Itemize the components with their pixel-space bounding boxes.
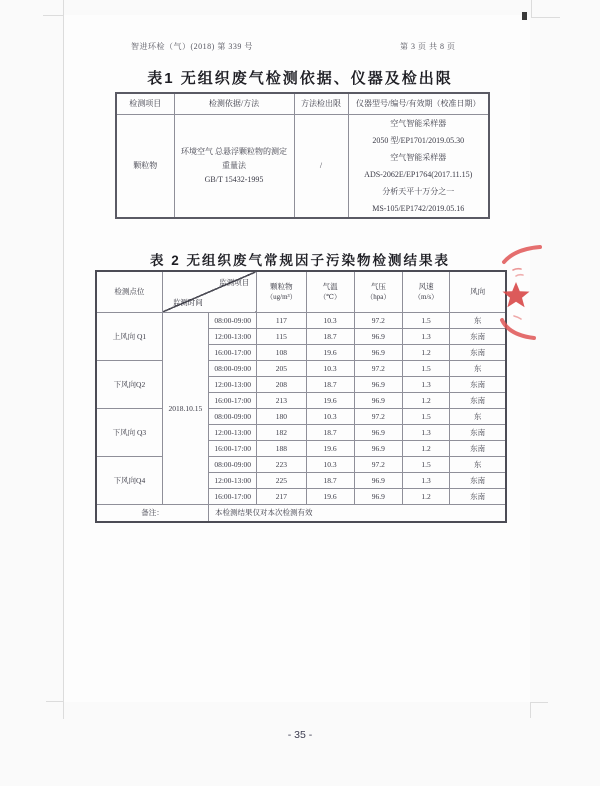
- time-cell: 16:00-17:00: [209, 393, 257, 409]
- temp-cell: 18.7: [306, 377, 354, 393]
- dir-cell: 东南: [450, 329, 506, 345]
- dir-cell: 东: [450, 361, 506, 377]
- red-seal-stamp-icon: [496, 240, 550, 342]
- dir-cell: 东南: [450, 473, 506, 489]
- dir-cell: 东南: [450, 393, 506, 409]
- pm-cell: 188: [257, 441, 306, 457]
- table2-header-point: 检测点位: [96, 271, 162, 313]
- dir-cell: 东南: [450, 441, 506, 457]
- pressure-cell: 96.9: [354, 377, 402, 393]
- header-pm-label: 颗粒物: [270, 281, 293, 291]
- time-cell: 08:00-09:00: [209, 457, 257, 473]
- method-line: 环境空气 总悬浮颗粒物的测定: [181, 147, 287, 156]
- scan-corner-mark-bottom-left-v: [63, 701, 64, 719]
- table2-header-diagonal: [162, 271, 256, 313]
- table2-header-speed: [402, 271, 449, 313]
- scan-edge-line-left: [63, 0, 64, 701]
- scan-corner-mark-top-right-v: [531, 0, 532, 18]
- table1-cell-limit: /: [294, 115, 348, 219]
- dir-cell: 东: [450, 313, 506, 329]
- table2-header-temp: [306, 271, 354, 313]
- dir-cell: 东南: [450, 345, 506, 361]
- pm-cell: 108: [257, 345, 306, 361]
- pressure-cell: 97.2: [354, 409, 402, 425]
- diagonal-label-time: 监测时间: [172, 297, 203, 307]
- scan-corner-mark-top-left: [43, 15, 63, 16]
- speed-cell: 1.2: [402, 393, 449, 409]
- table2-header-row: [96, 271, 506, 313]
- table1-data-row: [116, 115, 489, 219]
- time-cell: 16:00-17:00: [209, 345, 257, 361]
- speed-cell: 1.3: [402, 329, 449, 345]
- method-line: 重量法: [222, 161, 246, 170]
- pm-cell: 225: [257, 473, 306, 489]
- temp-cell: 19.6: [306, 345, 354, 361]
- diagonal-label-project: 监测项目: [219, 278, 250, 287]
- header-speed-label: 风速: [418, 281, 434, 291]
- table2-title: 表 2 无组织废气常规因子污染物检测结果表: [149, 253, 450, 268]
- scan-artifact-dot: [522, 12, 527, 20]
- table1-header-row: [116, 93, 489, 115]
- instrument-line: MS-105/EP1742/2019.05.16: [372, 204, 465, 213]
- time-cell: 08:00-09:00: [209, 361, 257, 377]
- temp-cell: 18.7: [306, 425, 354, 441]
- temp-cell: 19.6: [306, 393, 354, 409]
- table-row: [96, 409, 506, 425]
- table-row: [96, 361, 506, 377]
- temp-cell: 18.7: [306, 329, 354, 345]
- instrument-line: 2050 型/EP1701/2019.05.30: [372, 136, 465, 145]
- table1-header-item: 检测项目: [116, 93, 174, 115]
- pressure-cell: 96.9: [354, 473, 402, 489]
- dir-cell: 东: [450, 457, 506, 473]
- table1-cell-method: [174, 115, 294, 219]
- pm-cell: 223: [257, 457, 306, 473]
- time-cell: 12:00-13:00: [209, 377, 257, 393]
- table1-header-method: 检测依据/方法: [174, 93, 294, 115]
- pressure-cell: 97.2: [354, 313, 402, 329]
- header-pressure-unit: （hpa）: [366, 293, 391, 302]
- speed-cell: 1.5: [402, 457, 449, 473]
- point-cell-q2: 下风向Q2: [96, 361, 162, 409]
- pm-cell: 115: [257, 329, 306, 345]
- time-cell: 16:00-17:00: [209, 441, 257, 457]
- pm-cell: 117: [257, 313, 306, 329]
- time-cell: 16:00-17:00: [209, 489, 257, 505]
- pm-cell: 180: [257, 409, 306, 425]
- temp-cell: 10.3: [306, 313, 354, 329]
- pm-cell: 213: [257, 393, 306, 409]
- header-pm-unit: （ug/m³）: [266, 293, 297, 302]
- pm-cell: 208: [257, 377, 306, 393]
- note-text: 本检测结果仅对本次检测有效: [209, 505, 506, 523]
- header-temp-unit: （℃）: [319, 293, 342, 302]
- speed-cell: 1.5: [402, 313, 449, 329]
- speed-cell: 1.2: [402, 441, 449, 457]
- scan-corner-mark-top-right-h: [531, 17, 560, 18]
- temp-cell: 10.3: [306, 457, 354, 473]
- speed-cell: 1.5: [402, 361, 449, 377]
- seal-star-icon: [503, 282, 530, 307]
- header-temp-label: 气温: [322, 281, 338, 291]
- pm-cell: 182: [257, 425, 306, 441]
- speed-cell: 1.5: [402, 409, 449, 425]
- note-label: 备注：: [96, 505, 209, 523]
- pressure-cell: 97.2: [354, 361, 402, 377]
- method-line: GB/T 15432-1995: [204, 175, 264, 184]
- instrument-line: 空气智能采样器: [390, 153, 447, 162]
- header-pressure-label: 气压: [370, 281, 386, 291]
- table-row: [96, 313, 506, 329]
- pm-cell: 205: [257, 361, 306, 377]
- dir-cell: 东南: [450, 489, 506, 505]
- table2-header-pm: [257, 271, 306, 313]
- dir-cell: 东南: [450, 425, 506, 441]
- pressure-cell: 96.9: [354, 393, 402, 409]
- temp-cell: 10.3: [306, 361, 354, 377]
- table1-header-limit: 方法检出限: [294, 93, 348, 115]
- pressure-cell: 96.9: [354, 489, 402, 505]
- pressure-cell: 96.9: [354, 329, 402, 345]
- monitor-date-cell: 2018.10.15: [162, 313, 208, 505]
- table1-cell-item: 颗粒物: [116, 115, 174, 219]
- table1-title: 表1 无组织废气检测依据、仪器及检出限: [147, 70, 453, 87]
- scan-corner-mark-bottom-right-v: [530, 702, 531, 718]
- pressure-cell: 96.9: [354, 425, 402, 441]
- pm-cell: 217: [257, 489, 306, 505]
- time-cell: 12:00-13:00: [209, 329, 257, 345]
- time-cell: 12:00-13:00: [209, 425, 257, 441]
- note-row: [96, 505, 506, 523]
- header-speed-unit: （m/s）: [414, 293, 439, 302]
- speed-cell: 1.3: [402, 377, 449, 393]
- page-indicator: 第 3 页 共 8 页: [400, 42, 456, 51]
- dir-cell: 东南: [450, 377, 506, 393]
- table1-detection-basis: [115, 92, 490, 219]
- speed-cell: 1.2: [402, 345, 449, 361]
- point-cell-q3: 下风向 Q3: [96, 409, 162, 457]
- point-cell-q4: 下风向Q4: [96, 457, 162, 505]
- temp-cell: 19.6: [306, 441, 354, 457]
- point-cell-q1: 上风向 Q1: [96, 313, 162, 361]
- speed-cell: 1.3: [402, 425, 449, 441]
- instrument-line: 空气智能采样器: [390, 119, 447, 128]
- report-number: 智进环检（气）(2018) 第 339 号: [131, 42, 253, 51]
- table-row: [96, 457, 506, 473]
- page-number: - 35 -: [287, 729, 313, 741]
- scan-corner-mark-bottom-left-h: [46, 701, 64, 702]
- temp-cell: 10.3: [306, 409, 354, 425]
- instrument-line: 分析天平十万分之一: [382, 187, 455, 196]
- table2-header-dir: 风向: [450, 271, 506, 313]
- table1-cell-instrument: [348, 115, 489, 219]
- temp-cell: 19.6: [306, 489, 354, 505]
- speed-cell: 1.2: [402, 489, 449, 505]
- pressure-cell: 97.2: [354, 457, 402, 473]
- table2-results: [95, 270, 507, 523]
- time-cell: 12:00-13:00: [209, 473, 257, 489]
- pressure-cell: 96.9: [354, 345, 402, 361]
- temp-cell: 18.7: [306, 473, 354, 489]
- pressure-cell: 96.9: [354, 441, 402, 457]
- time-cell: 08:00-09:00: [209, 409, 257, 425]
- table2-header-pressure: [354, 271, 402, 313]
- instrument-line: ADS-2062E/EP1764(2017.11.15): [364, 170, 473, 179]
- time-cell: 08:00-09:00: [209, 313, 257, 329]
- dir-cell: 东: [450, 409, 506, 425]
- speed-cell: 1.3: [402, 473, 449, 489]
- table1-header-instrument: 仪器型号/编号/有效期（校准日期）: [348, 93, 489, 115]
- scan-corner-mark-bottom-right-h: [530, 702, 548, 703]
